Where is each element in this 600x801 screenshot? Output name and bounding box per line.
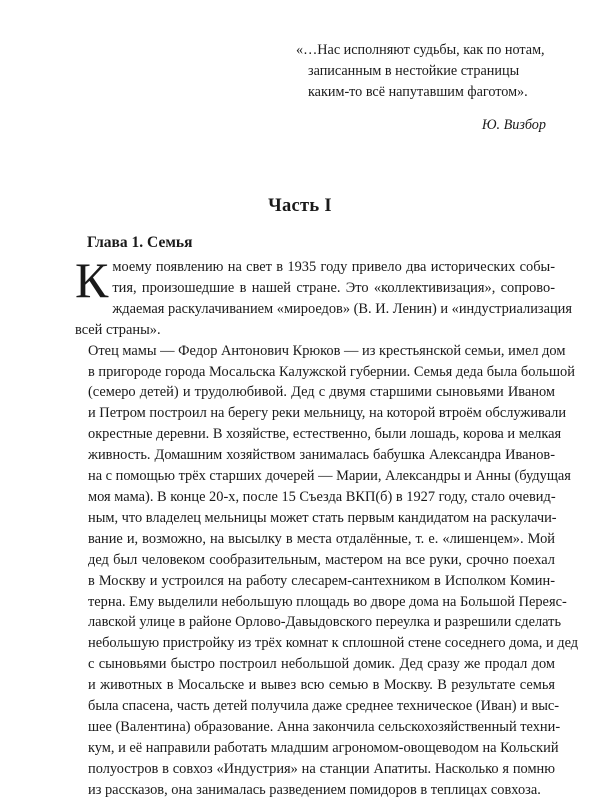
epigraph-line: «…Нас исполняют судьбы, как по нотам, — [296, 42, 545, 58]
text-line: полуостров в совхоз «Индустрия» на станции Апатиты. Насколько я помню — [88, 760, 555, 777]
body-text — [75, 252, 579, 801]
text-line: на с помощью трёх старших дочерей — Марии, Александры и Анны (будущая — [88, 468, 571, 485]
text-line: шее (Валентина) образование. Анна закончила сельскохозяйственный техни- — [88, 718, 561, 735]
text-line: и животных в Мосальске и вывез всю семью в Москву. В результате семья — [88, 677, 555, 694]
text-line: Отец мамы — Федор Антонович Крюков — из крестьянской семьи, имел дом — [88, 342, 566, 359]
text-line: (семеро детей) и трудолюбивой. Дед с двумя старшими сыновьями Иваном — [88, 384, 555, 401]
text-line: окрестные деревни. В хозяйстве, естественно, были лошадь, корова и мелкая — [88, 426, 562, 443]
paragraph-2 — [75, 341, 579, 801]
epigraph-line: записанным в нестойкие страницы — [308, 63, 520, 79]
text-line: вание и, возможно, на высылку в места отдалённые, т. е. «лишенцем». Мой — [88, 530, 555, 547]
epigraph-line: каким-то всё напутавшим фаготом». — [308, 84, 528, 100]
drop-cap: К — [75, 252, 109, 308]
text-line: из рассказов, она занималась разведением помидоров в теплицах совхоза. — [88, 781, 541, 798]
chapter-title: Глава 1. Семья — [87, 234, 193, 251]
text-line: кум, и её направили работать младшим агрономом-овощеводом на Кольский — [88, 739, 559, 756]
text-line: всей страны». — [75, 321, 161, 338]
text-line: ным, что владелец мельницы может стать первым кандидатом на раскулачи- — [88, 509, 557, 526]
epigraph-author: Ю. Визбор — [481, 117, 546, 133]
text-line: в Москву и устроился на работу слесарем-сантехником в Исполком Комин- — [88, 572, 555, 589]
text-line: небольшую пристройку из трёх комнат к сплошной стене соседнего дома, и дед — [88, 635, 579, 652]
paragraph-1 — [75, 252, 572, 341]
text-line: ждаемая раскулачиванием «мироедов» (В. И. Ленин) и «индустриализация — [112, 300, 572, 317]
text-line: моему появлению на свет в 1935 году привело два исторических собы- — [112, 259, 555, 275]
text-line: тия, произошедшие в нашей стране. Это «коллективизация», сопрово- — [112, 279, 555, 296]
text-line: с сыновьями быстро построил небольшой домик. Дед сразу же продал дом — [88, 656, 555, 673]
text-line: в пригороде города Мосальска Калужской губернии. Семья деда была большой — [88, 363, 575, 380]
text-line: терна. Ему выделили небольшую площадь во дворе дома на Большой Переяс- — [88, 593, 567, 610]
epigraph — [296, 40, 566, 136]
text-line: дед был человеком сообразительным, мастером на все руки, срочно поехал — [88, 551, 555, 568]
text-line: лавской улице в районе Орлово-Давыдовского переулка и разрешили сделать — [88, 614, 562, 631]
text-line: живность. Домашним хозяйством занималась бабушка Александра Иванов- — [88, 447, 555, 464]
text-line: моя мама). В конце 20-х, после 15 Съезда ВКП(б) в 1927 году, стало очевид- — [88, 488, 556, 505]
text-line: и Петром построил на берегу реки мельницу, на которой втроём обслуживали — [88, 405, 567, 422]
text-line: была спасена, часть детей получила даже среднее техническое (Иван) и выс- — [88, 698, 560, 715]
part-title: Часть I — [268, 196, 332, 216]
